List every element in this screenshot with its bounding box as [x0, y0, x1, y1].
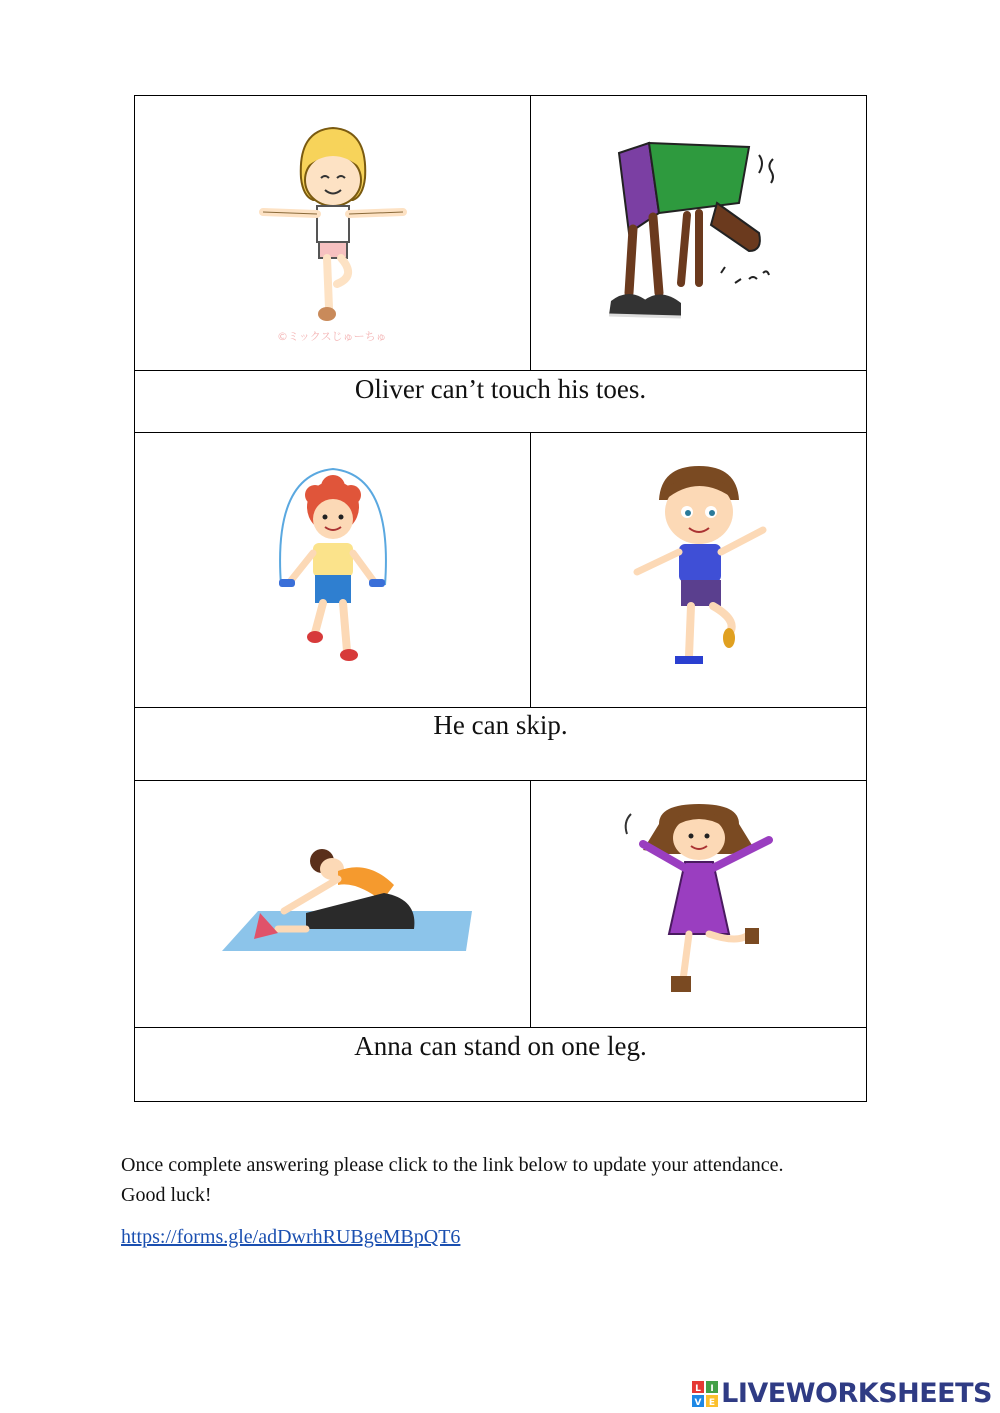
caption-text-3: Anna can stand on one leg.	[354, 1031, 647, 1061]
instructions-text: Once complete answering please click to the link below to update your attendance. Good luck!	[121, 1154, 784, 1206]
image-cell-1b[interactable]	[531, 96, 867, 371]
image-cell-1a[interactable]	[135, 96, 531, 371]
image-cell-2a[interactable]	[135, 433, 531, 708]
caption-text-2: He can skip.	[433, 710, 568, 740]
boy-touching-toes-image	[599, 133, 799, 333]
image-cell-3b[interactable]	[531, 781, 867, 1028]
caption-row-3	[135, 1028, 867, 1102]
girl-balancing-on-one-leg-image	[253, 118, 413, 348]
svg-text:V: V	[694, 1397, 702, 1407]
liveworksheets-logo[interactable]	[692, 1378, 992, 1409]
caption-row-2	[135, 708, 867, 781]
watermark: ©ミックスじゅーちゅ	[276, 330, 387, 343]
svg-text:I: I	[710, 1383, 714, 1394]
attendance-form-link[interactable]: https://forms.gle/adDwrhRUBgeMBpQT6	[121, 1226, 461, 1248]
image-cell-3a[interactable]	[135, 781, 531, 1028]
svg-text:L: L	[695, 1383, 702, 1394]
girl-dancing-image	[609, 804, 789, 1004]
woman-stretching-on-mat-image	[188, 829, 478, 979]
caption-text-1: Oliver can’t touch his toes.	[354, 374, 647, 404]
caption-row-1	[135, 371, 867, 433]
brand-name: LIVEWORKSHEETS	[721, 1378, 992, 1409]
boy-standing-on-one-leg-image	[619, 460, 779, 680]
boy-skipping-rope-image	[263, 465, 403, 675]
exercise-table	[134, 95, 867, 1102]
svg-text:E: E	[709, 1397, 716, 1407]
live-blocks-icon	[692, 1381, 718, 1407]
image-cell-2b[interactable]	[531, 433, 867, 708]
